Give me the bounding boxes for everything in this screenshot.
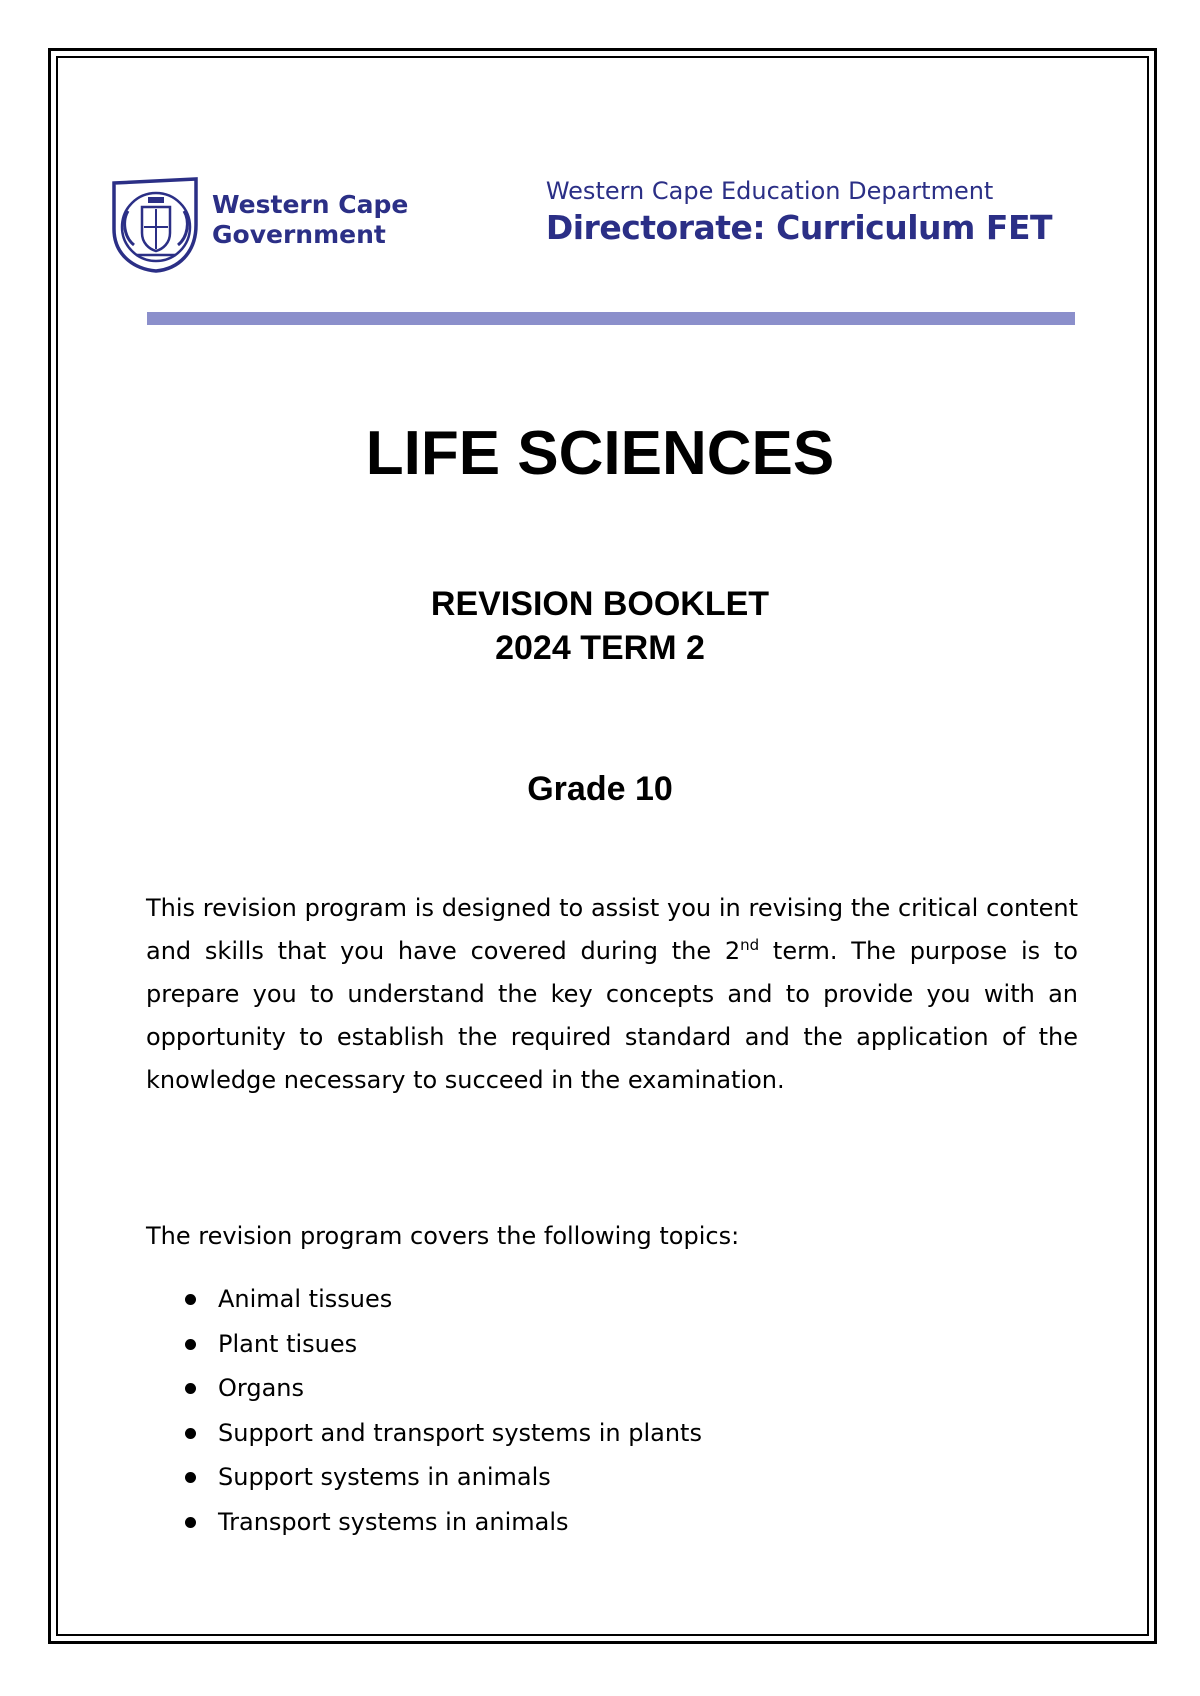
bullet-icon	[185, 1517, 196, 1528]
topic-label: Animal tissues	[218, 1285, 393, 1313]
bullet-icon	[185, 1472, 196, 1483]
intro-text-part2: term. The purpose is to prepare you to understand the key concepts and to provide you with an opportunity to establish the required standard and the application of the knowledge necessary to succeed in the examination.	[146, 937, 1078, 1094]
topic-label: Transport systems in animals	[218, 1507, 569, 1536]
list-item	[185, 1322, 702, 1367]
department-name: Western Cape Education Department	[545, 177, 994, 205]
intro-paragraph	[146, 887, 1078, 1102]
grade-label: Grade 10	[527, 770, 673, 808]
booklet-subtitle	[0, 582, 1200, 670]
header-divider	[147, 312, 1075, 325]
list-item	[185, 1366, 702, 1411]
list-item	[185, 1500, 702, 1545]
subtitle-line2: 2024 TERM 2	[495, 629, 705, 667]
department-block	[546, 176, 1052, 250]
topics-heading: The revision program covers the following topics:	[146, 1222, 740, 1250]
bullet-icon	[185, 1339, 196, 1350]
list-item	[185, 1455, 702, 1500]
directorate-name: Directorate: Curriculum FET	[545, 208, 1052, 247]
government-name-line1: Western Cape	[212, 190, 409, 219]
topic-label: Support and transport systems in plants	[218, 1418, 702, 1447]
page-title: LIFE SCIENCES	[365, 419, 835, 488]
topics-list	[185, 1277, 702, 1544]
topic-label: Plant tisues	[218, 1329, 358, 1358]
bullet-icon	[185, 1428, 196, 1439]
government-name	[212, 190, 408, 250]
topic-label: Organs	[218, 1374, 304, 1402]
intro-superscript: nd	[740, 936, 760, 954]
subtitle-line1: REVISION BOOKLET	[430, 585, 770, 623]
government-name-line2: Government	[212, 220, 386, 249]
list-item	[185, 1411, 702, 1456]
coat-of-arms-logo	[108, 175, 204, 273]
list-item	[185, 1277, 702, 1322]
bullet-icon	[185, 1383, 196, 1394]
bullet-icon	[185, 1294, 196, 1305]
topic-label: Support systems in animals	[218, 1463, 551, 1491]
intro-text-part1: This revision program is designed to assist you in revising the critical content and skills that you have covered during the 2	[146, 894, 1078, 965]
